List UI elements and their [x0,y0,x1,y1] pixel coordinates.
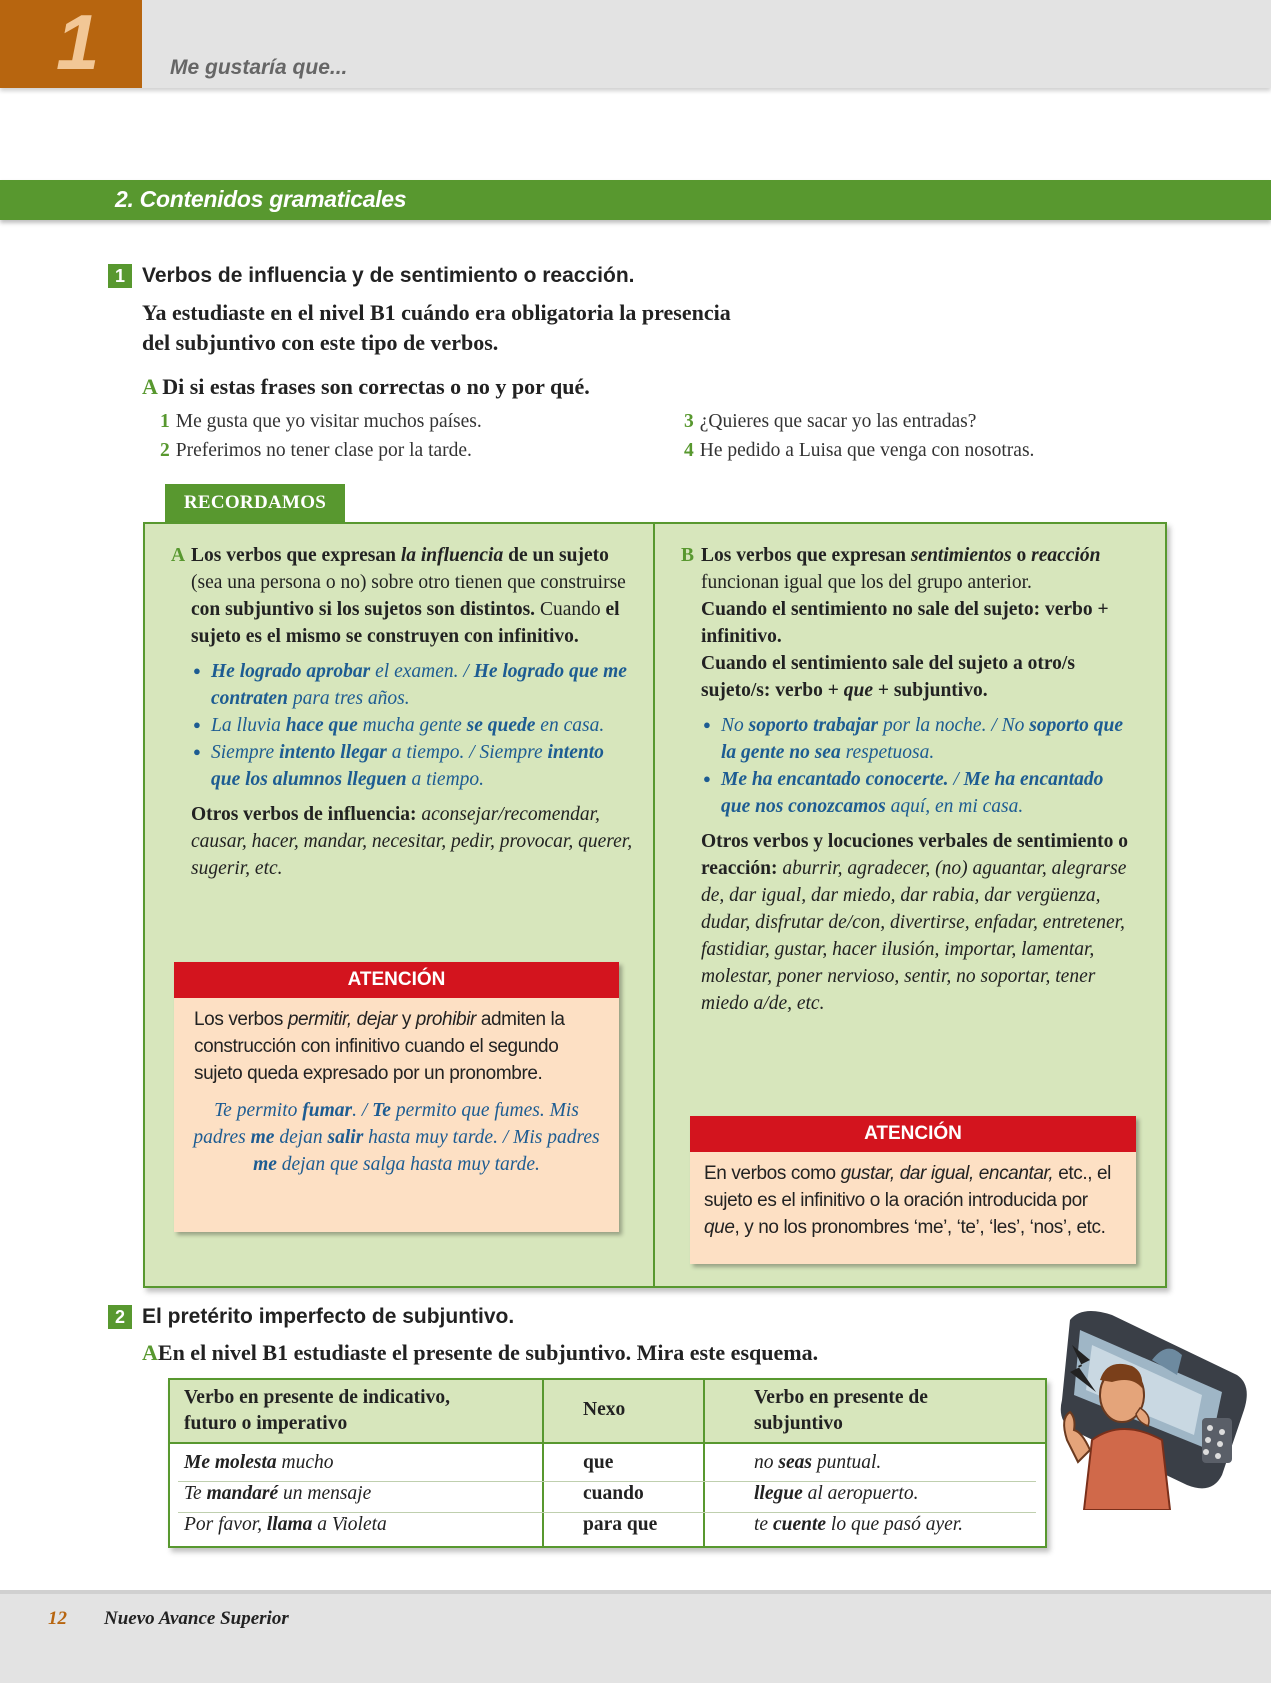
text-run: con subjuntivo si los sujetos son distintos. [191,599,536,620]
table-cell [184,1514,387,1536]
text-run: salir [327,1127,364,1148]
text-run: permito que fumes. Mis padres [193,1100,579,1148]
text-run: permitir, dejar [287,1009,397,1030]
attention-box-b [690,1116,1136,1264]
chapter-number: 1 [56,0,100,86]
text-run: se quede [466,715,536,736]
text-run: sentimientos [910,545,1012,566]
sentence-item [160,440,472,462]
table-header-subjuntivo [754,1385,928,1437]
sentence-number: 4 [684,440,694,461]
sentence-number: 1 [160,411,170,432]
example-bullet [191,658,635,712]
text-run: La lluvia [211,715,286,736]
table-cell-nexo: para que [583,1514,658,1535]
exercise-2-title: El pretérito imperfecto de subjuntivo. [142,1305,515,1328]
text-run: admiten la construcción con infinitivo cuando el segundo sujeto queda expresado por un pronombre. [194,1009,565,1084]
example-bullet [191,739,635,793]
text-run: cuente [772,1514,827,1535]
table-cell [184,1483,371,1505]
exercise-number-1: 1 [108,264,132,288]
text-run: Por favor, [184,1514,267,1535]
text-run: hace que [285,715,358,736]
text-run: mucha gente [357,715,467,736]
text-run: para tres años. [287,688,410,709]
column-letter: A [171,545,186,566]
phone-man-illustration [1052,1300,1252,1510]
text-run: . / [352,1100,373,1121]
text-run: Los verbos que expresan [701,545,911,566]
table-header-indicativo [184,1385,450,1437]
section-bar [0,180,1271,220]
text-run: He logrado aprobar [211,661,371,682]
rule-same-subject [681,596,1131,650]
text-run: Otros verbos y locuciones verbales de sentimiento o reacción: [701,831,1128,879]
chapter-title: Me gustaría que... [170,56,348,79]
text-run: Los verbos que expresan [191,545,401,566]
exercise-1-intro-line-2: del subjuntivo con este tipo de verbos. [142,330,499,355]
column-divider [653,524,655,1286]
sentence-item [684,411,976,433]
text-run: respetuosa. [840,742,935,763]
column-b-explanation [681,542,1131,596]
attention-text [174,998,619,1087]
text-run: me [253,1154,277,1175]
attention-examples [174,1087,619,1178]
text-run: Te permito [214,1100,303,1121]
recordamos-column-b [681,542,1131,1017]
exercise-1-title: Verbos de influencia y de sentimiento o reacción. [142,264,635,287]
section-title: 2. Contenidos gramaticales [115,186,407,212]
text-run: aconsejar/recomendar, causar, hacer, mandar, necesitar, pedir, provocar, querer, sugerir, etc. [191,804,633,879]
text-run: de un sujeto [503,545,609,566]
text-run: lo que pasó ayer. [826,1514,964,1535]
other-verbs-feeling [681,828,1131,1017]
text-run: a Violeta [312,1514,387,1535]
text-run: Me ha encantado que nos conozcamos [721,769,1104,817]
text-run: / [948,769,964,790]
exercise-number-2: 2 [108,1305,132,1329]
text-run: soporto que la gente no sea [721,715,1123,763]
text-run: Te [184,1483,207,1504]
exercise-1-part-a [142,372,590,402]
text-run: que [704,1217,735,1238]
text-run: mandaré [206,1483,279,1504]
text-run: dejan que salga hasta muy tarde. [276,1154,540,1175]
recordamos-tab: RECORDAMOS [165,484,345,522]
column-letter: B [681,545,695,566]
text-run: En verbos como [704,1163,841,1184]
sentence-text: Me gusta que yo visitar muchos países. [175,411,482,432]
table-cell [184,1452,334,1474]
text-run: Me ha encantado conocerte. [721,769,949,790]
sentence-text: Preferimos no tener clase por la tarde. [175,440,472,461]
text-run: Otros verbos de influencia: [191,804,417,825]
text-run: llama [266,1514,313,1535]
part-letter: A [142,1340,158,1365]
sentence-number: 2 [160,440,170,461]
recordamos-box [143,522,1167,1288]
table-cell [754,1452,881,1474]
text-run: intento que los alumnos lleguen [211,742,604,790]
text-run: fumar [302,1100,353,1121]
book-title: Nuevo Avance Superior [104,1608,289,1629]
text-run: llegue [754,1483,803,1504]
part-a-instruction: Di si estas frases son correctas o no y por qué. [162,374,590,399]
subjunctive-scheme-table [168,1378,1047,1548]
text-run: Cuando [535,599,606,620]
text-run: Los verbos [194,1009,288,1030]
text-run: no [754,1452,779,1473]
text-run: Me molesta [184,1452,277,1473]
text-run: y [396,1009,416,1030]
text-run: funcionan igual que los del grupo anterior. [701,572,1032,593]
text-run: el sujeto es el mismo se construyen con infinitivo. [191,599,620,647]
sentence-text: ¿Quieres que sacar yo las entradas? [699,411,977,432]
text-run: intento llegar [279,742,387,763]
text-run: (sea una persona o no) sobre otro tienen que construirse [191,572,626,593]
example-bullet [701,712,1131,766]
text-run: o [1011,545,1032,566]
text-run: subjuntivo [754,1413,843,1434]
text-run: prohibir [415,1009,476,1030]
table-cell [754,1483,918,1505]
example-list [171,658,635,793]
text-run: te [754,1514,773,1535]
row-divider [178,1481,1036,1482]
text-run: por la noche. / No [878,715,1030,736]
text-run: Cuando el sentimiento sale del sujeto a otro/s sujeto/s: verbo + [701,653,1075,701]
row-divider [178,1512,1036,1513]
column-divider [703,1380,705,1546]
text-run: Verbo en presente de [754,1387,928,1408]
text-run: seas [778,1452,812,1473]
text-run: puntual. [811,1452,882,1473]
text-run: un mensaje [278,1483,372,1504]
text-run: reacción [1031,545,1101,566]
other-verbs-influence [171,801,635,882]
text-run: en casa. [535,715,605,736]
text-run: a tiempo. [406,769,485,790]
example-bullet [701,766,1131,820]
text-run: que [843,680,873,701]
exercise-2-part-a [142,1338,818,1368]
text-run: a tiempo. / Siempre [386,742,548,763]
text-run: aburrir, agradecer, (no) aguantar, alegrarse de, dar igual, dar miedo, dar rabia, dar vergüenza, dudar, disfrutar de/con, divertirse, enfadar, entretener, fastidiar, gustar, hacer ilusión, importar, lamentar, molestar, poner nervioso, sentir, no soportar, tener miedo a/de, etc. [701,858,1127,1014]
table-cell-nexo: cuando [583,1483,644,1504]
text-run: No [721,715,749,736]
text-run: + subjuntivo. [872,680,988,701]
sentence-text: He pedido a Luisa que venga con nosotras. [699,440,1035,461]
text-run: la influencia [400,545,504,566]
text-run: el examen. / [370,661,474,682]
attention-heading: ATENCIÓN [690,1116,1136,1152]
text-run: soporto trabajar [748,715,879,736]
text-run: dejan [274,1127,328,1148]
example-list [681,712,1131,820]
part-a-instruction: En el nivel B1 estudiaste el presente de subjuntivo. Mira este esquema. [157,1340,819,1365]
text-run: gustar, dar igual, encantar, [840,1163,1054,1184]
recordamos-column-a [171,542,635,882]
text-run: futuro o imperativo [184,1413,348,1434]
text-run: aquí, en mi casa. [885,796,1024,817]
part-letter: A [142,374,157,399]
table-cell [754,1514,963,1536]
table-cell-nexo: que [583,1452,614,1473]
attention-box-a [174,962,619,1232]
page-number: 12 [48,1608,67,1629]
text-run: Te [372,1100,391,1121]
example-bullet [191,712,635,739]
rule-different-subject [681,650,1131,704]
text-run: Verbo en presente de indicativo, [184,1387,450,1408]
attention-text [690,1152,1136,1241]
page-header [0,0,1271,88]
text-run: mucho [276,1452,334,1473]
sentence-item [160,411,482,433]
text-run: , y no los pronombres ‘me’, ‘te’, ‘les’, ‘nos’, etc. [734,1217,1106,1238]
table-header-nexo: Nexo [583,1399,626,1420]
text-run: etc., el sujeto es el infinitivo o la oración introducida por [704,1163,1111,1211]
text-run: Siempre [211,742,280,763]
exercise-1-intro-line-1: Ya estudiaste en el nivel B1 cuándo era obligatoria la presencia [142,300,731,325]
column-divider [542,1380,544,1546]
text-run: He logrado que me contraten [211,661,627,709]
column-a-explanation [171,542,635,650]
attention-heading: ATENCIÓN [174,962,619,998]
text-run: Cuando el sentimiento no sale del sujeto: verbo + infinitivo. [701,599,1109,647]
sentence-number: 3 [684,411,694,432]
sentence-item [684,440,1034,462]
text-run: hasta muy tarde. / Mis padres [363,1127,600,1148]
chapter-tab [0,0,142,88]
text-run: me [250,1127,275,1148]
text-run: al aeropuerto. [802,1483,919,1504]
